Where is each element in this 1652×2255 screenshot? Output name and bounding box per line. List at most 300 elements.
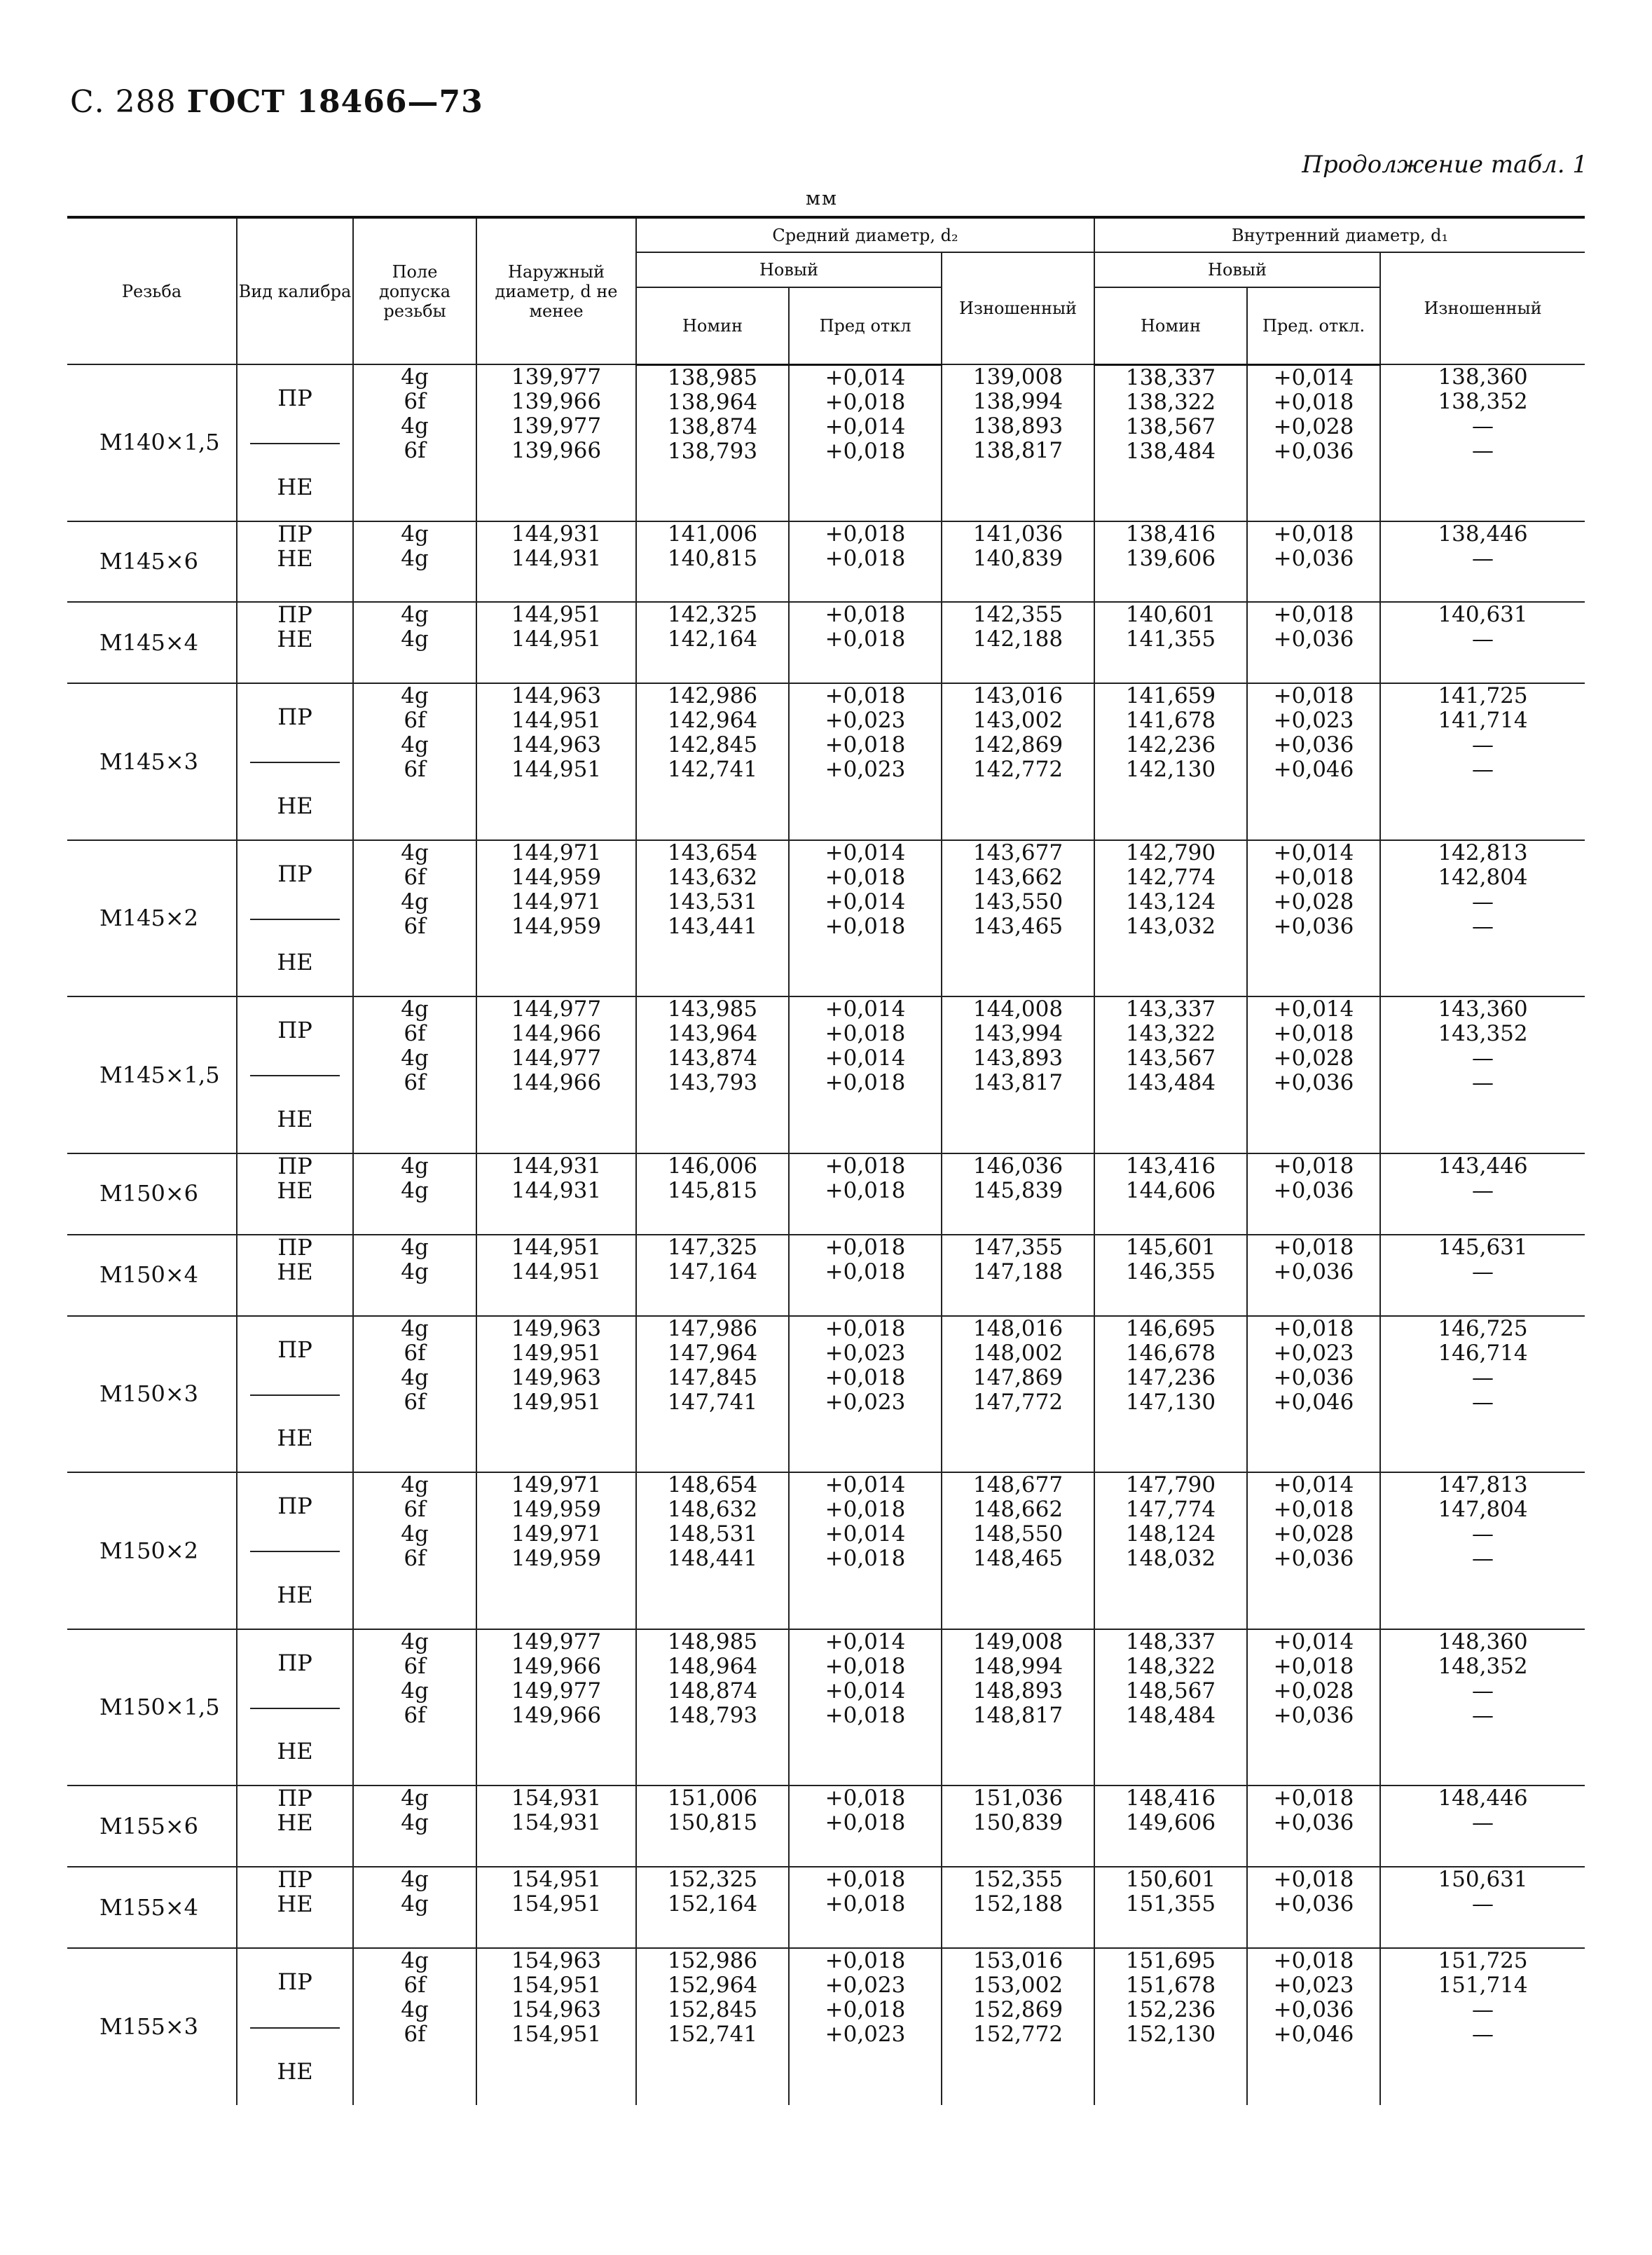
tolerance-cell	[353, 683, 476, 840]
pitch-deviation-value: +0,023	[825, 1389, 906, 1415]
minor-deviation-value: +0,036	[1273, 1178, 1354, 1203]
gauge-type-cell	[237, 1472, 353, 1629]
gauge-go: ПР	[277, 1017, 312, 1044]
tolerance-value: 4g	[401, 1678, 429, 1704]
minor-nominal-value: 151,678	[1125, 1973, 1216, 1999]
gauge-nogo: НЕ	[277, 473, 313, 500]
pitch-deviation-cell	[789, 1235, 942, 1316]
tolerance-value: 4g	[401, 1629, 429, 1654]
header-pitch-nominal: Номин	[636, 287, 789, 364]
gauge-nogo: НЕ	[277, 1581, 313, 1608]
tolerance-value: 6f	[404, 438, 426, 463]
pitch-deviation-cell	[789, 1786, 942, 1867]
table-row	[67, 521, 1585, 603]
tolerance-value: 4g	[401, 626, 429, 652]
minor-deviation-cell	[1247, 996, 1380, 1153]
tolerance-value: 6f	[404, 1021, 426, 1047]
table-header	[67, 217, 1585, 364]
minor-deviation-value: +0,046	[1273, 1389, 1354, 1415]
minor-nominal-cell	[1094, 364, 1247, 521]
pitch-worn-cell	[942, 1316, 1094, 1473]
thread-cell: М145×3	[67, 683, 237, 840]
pitch-nominal-value: 143,632	[667, 864, 758, 890]
pitch-worn-value: 148,817	[972, 1702, 1064, 1728]
minor-nominal-value: 150,601	[1125, 1867, 1216, 1893]
pitch-nominal-value: 152,986	[667, 1948, 758, 1974]
table-row	[67, 1867, 1585, 1948]
outer-diameter-value: 149,971	[511, 1521, 602, 1547]
pitch-deviation-value: +0,018	[825, 1948, 906, 1974]
gauge-go: ПР	[277, 385, 312, 411]
pitch-deviation-value: +0,014	[825, 364, 906, 390]
minor-deviation-value: +0,046	[1273, 2022, 1354, 2048]
pitch-deviation-value: +0,018	[825, 1786, 906, 1811]
thread-cell: М150×1,5	[67, 1629, 237, 1786]
tolerance-value: 4g	[401, 413, 429, 439]
pitch-nominal-value: 148,793	[667, 1702, 758, 1728]
tolerance-value: 4g	[401, 1234, 429, 1260]
pitch-nominal-value: 143,654	[667, 839, 758, 865]
pitch-worn-cell	[942, 996, 1094, 1153]
minor-nominal-value: 147,790	[1125, 1472, 1216, 1498]
outer-diameter-value: 144,959	[511, 864, 602, 890]
minor-nominal-value: 138,567	[1125, 413, 1216, 439]
tolerance-cell	[353, 840, 476, 997]
tolerance-value: 4g	[401, 1178, 429, 1203]
tolerance-value: 6f	[404, 757, 426, 783]
pitch-worn-cell	[942, 521, 1094, 603]
tolerance-cell	[353, 1948, 476, 2105]
gauge-nogo: НЕ	[277, 626, 313, 653]
outer-diameter-cell	[476, 521, 636, 603]
pitch-worn-cell	[942, 1472, 1094, 1629]
minor-deviation-value: +0,036	[1273, 1070, 1354, 1096]
tolerance-value: 4g	[401, 1521, 429, 1547]
minor-worn-value: 146,714	[1438, 1340, 1528, 1366]
minor-deviation-cell	[1247, 1867, 1380, 1948]
outer-diameter-value: 139,966	[511, 438, 602, 463]
pitch-deviation-value: +0,018	[825, 1021, 906, 1047]
minor-deviation-value: +0,018	[1273, 1315, 1354, 1341]
tolerance-value: 4g	[401, 1046, 429, 1071]
minor-nominal-value: 143,337	[1125, 996, 1216, 1022]
minor-deviation-cell	[1247, 683, 1380, 840]
pitch-deviation-value: +0,018	[825, 602, 906, 628]
minor-nominal-value: 148,567	[1125, 1678, 1216, 1704]
minor-deviation-value: +0,014	[1273, 364, 1354, 390]
outer-diameter-value: 144,971	[511, 839, 602, 865]
outer-diameter-cell	[476, 364, 636, 521]
minor-worn-value: 147,804	[1438, 1497, 1528, 1523]
pitch-nominal-value: 152,325	[667, 1867, 758, 1893]
gauge-type-cell	[237, 1153, 353, 1235]
pitch-worn-value: 143,817	[972, 1070, 1064, 1096]
table-row	[67, 1629, 1585, 1786]
outer-diameter-value: 144,931	[511, 1153, 602, 1179]
minor-nominal-value: 143,322	[1125, 1021, 1216, 1047]
minor-nominal-value: 147,130	[1125, 1389, 1216, 1415]
outer-diameter-value: 144,959	[511, 913, 602, 939]
pitch-worn-value: 148,662	[972, 1497, 1064, 1523]
minor-deviation-value: +0,014	[1273, 1472, 1354, 1498]
tolerance-value: 6f	[404, 1497, 426, 1523]
table-row	[67, 840, 1585, 997]
minor-worn-value: —	[1472, 1178, 1494, 1203]
minor-deviation-cell	[1247, 840, 1380, 997]
table-row	[67, 996, 1585, 1153]
gauge-type-cell	[237, 1235, 353, 1316]
minor-deviation-value: +0,018	[1273, 864, 1354, 890]
outer-diameter-cell	[476, 840, 636, 997]
minor-deviation-value: +0,036	[1273, 732, 1354, 758]
outer-diameter-value: 149,963	[511, 1315, 602, 1341]
minor-worn-value: 141,725	[1438, 683, 1528, 709]
tolerance-value: 4g	[401, 1153, 429, 1179]
pitch-deviation-value: +0,018	[825, 626, 906, 652]
minor-deviation-cell	[1247, 1786, 1380, 1867]
minor-worn-value: —	[1472, 1521, 1494, 1547]
minor-deviation-value: +0,036	[1273, 913, 1354, 939]
gauge-nogo: НЕ	[277, 792, 313, 819]
gauge-nogo: НЕ	[277, 1258, 313, 1285]
thread-cell: М155×4	[67, 1867, 237, 1948]
minor-deviation-value: +0,018	[1273, 602, 1354, 628]
tolerance-value: 4g	[401, 545, 429, 571]
minor-worn-value: —	[1472, 626, 1494, 652]
minor-nominal-value: 144,606	[1125, 1178, 1216, 1203]
minor-nominal-cell	[1094, 1472, 1247, 1629]
minor-deviation-value: +0,036	[1273, 438, 1354, 464]
gauge-go: ПР	[277, 1336, 312, 1363]
pitch-nominal-value: 152,964	[667, 1973, 758, 1999]
minor-worn-value: 143,360	[1438, 996, 1528, 1022]
thread-cell: М150×4	[67, 1235, 237, 1316]
tolerance-value: 6f	[404, 1973, 426, 1999]
tolerance-value: 4g	[401, 1472, 429, 1498]
pitch-worn-value: 143,994	[972, 1021, 1064, 1047]
minor-deviation-value: +0,036	[1273, 1810, 1354, 1836]
gauge-type-cell	[237, 1867, 353, 1948]
pitch-worn-value: 140,839	[972, 545, 1064, 571]
minor-nominal-cell	[1094, 996, 1247, 1153]
pitch-deviation-cell	[789, 840, 942, 997]
header-pitch-new: Новый	[636, 252, 942, 287]
pitch-deviation-cell	[789, 1316, 942, 1473]
header-thread: Резьба	[67, 217, 237, 364]
pitch-nominal-cell	[636, 840, 789, 997]
header-minor-nominal: Номин	[1094, 287, 1247, 364]
minor-deviation-value: +0,014	[1273, 839, 1354, 865]
tolerance-cell	[353, 1629, 476, 1786]
minor-worn-cell	[1380, 364, 1585, 521]
outer-diameter-value: 144,951	[511, 757, 602, 783]
minor-deviation-cell	[1247, 1316, 1380, 1473]
tolerance-value: 6f	[404, 1340, 426, 1366]
minor-worn-value: —	[1472, 757, 1494, 783]
thread-cell: М150×2	[67, 1472, 237, 1629]
pitch-deviation-value: +0,018	[825, 1653, 906, 1679]
pitch-deviation-cell	[789, 683, 942, 840]
outer-diameter-value: 149,966	[511, 1653, 602, 1679]
pitch-nominal-cell	[636, 683, 789, 840]
pitch-nominal-value: 148,874	[667, 1678, 758, 1704]
pitch-deviation-value: +0,018	[825, 1315, 906, 1341]
minor-nominal-value: 138,322	[1125, 389, 1216, 415]
minor-worn-value: 143,446	[1438, 1153, 1528, 1179]
minor-worn-cell	[1380, 1472, 1585, 1629]
pitch-nominal-value: 147,164	[667, 1259, 758, 1284]
pitch-worn-value: 142,188	[972, 626, 1064, 652]
pitch-deviation-value: +0,023	[825, 708, 906, 734]
pitch-nominal-value: 151,006	[667, 1786, 758, 1811]
minor-worn-value: 142,813	[1438, 839, 1528, 865]
minor-deviation-cell	[1247, 521, 1380, 603]
pitch-nominal-cell	[636, 364, 789, 521]
pitch-worn-value: 143,002	[972, 708, 1064, 734]
minor-worn-value: —	[1472, 1364, 1494, 1390]
table-row	[67, 1316, 1585, 1473]
gauge-nogo: НЕ	[277, 1425, 313, 1452]
minor-deviation-value: +0,018	[1273, 683, 1354, 709]
tolerance-cell	[353, 521, 476, 603]
minor-nominal-cell	[1094, 1316, 1247, 1473]
pitch-worn-value: 144,008	[972, 996, 1064, 1022]
minor-nominal-value: 148,322	[1125, 1653, 1216, 1679]
outer-diameter-value: 144,963	[511, 683, 602, 709]
minor-worn-value: 140,631	[1438, 602, 1528, 628]
minor-worn-cell	[1380, 840, 1585, 997]
gauge-nogo: НЕ	[277, 544, 313, 572]
pitch-deviation-value: +0,018	[825, 1891, 906, 1917]
gauge-divider	[250, 1075, 340, 1076]
gauge-nogo: НЕ	[277, 1809, 313, 1837]
minor-worn-value: 138,446	[1438, 521, 1528, 547]
pitch-deviation-value: +0,018	[825, 683, 906, 709]
minor-deviation-value: +0,028	[1273, 1678, 1354, 1704]
tolerance-cell	[353, 1316, 476, 1473]
outer-diameter-cell	[476, 602, 636, 683]
minor-deviation-value: +0,018	[1273, 1948, 1354, 1974]
pitch-nominal-cell	[636, 996, 789, 1153]
minor-worn-value: —	[1472, 1389, 1494, 1415]
minor-worn-cell	[1380, 521, 1585, 603]
pitch-worn-value: 138,893	[972, 413, 1064, 439]
pitch-deviation-value: +0,018	[825, 1497, 906, 1523]
pitch-worn-value: 152,188	[972, 1891, 1064, 1917]
minor-deviation-value: +0,028	[1273, 1521, 1354, 1547]
pitch-deviation-value: +0,014	[825, 1629, 906, 1654]
pitch-worn-value: 143,550	[972, 889, 1064, 914]
pitch-nominal-cell	[636, 1153, 789, 1235]
pitch-deviation-cell	[789, 1867, 942, 1948]
outer-diameter-value: 144,977	[511, 996, 602, 1022]
minor-nominal-value: 151,695	[1125, 1948, 1216, 1974]
minor-nominal-value: 146,695	[1125, 1315, 1216, 1341]
pitch-nominal-cell	[636, 1472, 789, 1629]
pitch-deviation-value: +0,018	[825, 545, 906, 571]
gauge-divider	[250, 762, 340, 763]
tolerance-value: 4g	[401, 839, 429, 865]
pitch-nominal-value: 152,164	[667, 1891, 758, 1917]
minor-worn-value: —	[1472, 889, 1494, 914]
pitch-deviation-value: +0,018	[825, 1234, 906, 1260]
outer-diameter-value: 144,931	[511, 1178, 602, 1203]
pitch-worn-value: 143,465	[972, 913, 1064, 939]
pitch-nominal-value: 138,874	[667, 413, 758, 439]
tolerance-cell	[353, 996, 476, 1153]
gauge-divider	[250, 1551, 340, 1552]
outer-diameter-value: 154,963	[511, 1948, 602, 1974]
pitch-nominal-value: 140,815	[667, 545, 758, 571]
pitch-nominal-value: 142,986	[667, 683, 758, 709]
pitch-deviation-value: +0,023	[825, 757, 906, 783]
pitch-deviation-value: +0,018	[825, 1997, 906, 2023]
pitch-deviation-cell	[789, 364, 942, 521]
tolerance-value: 6f	[404, 864, 426, 890]
pitch-worn-value: 142,869	[972, 732, 1064, 758]
pitch-worn-value: 147,355	[972, 1234, 1064, 1260]
pitch-nominal-value: 147,741	[667, 1389, 758, 1415]
minor-nominal-value: 138,484	[1125, 438, 1216, 464]
outer-diameter-value: 154,931	[511, 1810, 602, 1836]
gauge-go: ПР	[277, 520, 312, 547]
minor-worn-value: —	[1472, 1678, 1494, 1704]
tolerance-value: 4g	[401, 1810, 429, 1836]
minor-worn-value: 151,714	[1438, 1973, 1528, 1999]
pitch-worn-value: 143,893	[972, 1046, 1064, 1071]
tolerance-value: 6f	[404, 1070, 426, 1096]
pitch-deviation-value: +0,014	[825, 1472, 906, 1498]
minor-worn-value: 138,352	[1438, 389, 1528, 414]
pitch-worn-value: 149,008	[972, 1629, 1064, 1654]
header-gauge-type: Вид калибра	[237, 217, 353, 364]
minor-worn-value: —	[1472, 438, 1494, 463]
pitch-nominal-value: 143,793	[667, 1070, 758, 1096]
outer-diameter-value: 149,951	[511, 1340, 602, 1366]
minor-deviation-value: +0,018	[1273, 1234, 1354, 1260]
header-tolerance-field: Поле допуска резьбы	[353, 217, 476, 364]
minor-worn-value: 148,352	[1438, 1653, 1528, 1679]
pitch-deviation-value: +0,018	[825, 389, 906, 415]
gauge-type-cell	[237, 840, 353, 997]
outer-diameter-value: 149,963	[511, 1364, 602, 1390]
minor-deviation-value: +0,028	[1273, 413, 1354, 439]
minor-deviation-cell	[1247, 602, 1380, 683]
outer-diameter-value: 154,963	[511, 1997, 602, 2023]
minor-worn-value: 146,725	[1438, 1315, 1528, 1341]
pitch-worn-value: 143,662	[972, 864, 1064, 890]
pitch-worn-value: 150,839	[972, 1810, 1064, 1836]
header-pitch-diameter: Средний диаметр, d₂	[636, 217, 1094, 252]
tolerance-value: 4g	[401, 1315, 429, 1341]
outer-diameter-value: 144,931	[511, 521, 602, 547]
tolerance-value: 4g	[401, 1364, 429, 1390]
minor-deviation-cell	[1247, 1235, 1380, 1316]
minor-worn-value: —	[1472, 413, 1494, 439]
minor-deviation-value: +0,036	[1273, 1891, 1354, 1917]
minor-nominal-cell	[1094, 521, 1247, 603]
pitch-worn-value: 139,008	[972, 364, 1064, 390]
minor-worn-cell	[1380, 1629, 1585, 1786]
minor-deviation-value: +0,018	[1273, 1497, 1354, 1523]
outer-diameter-value: 154,951	[511, 2022, 602, 2048]
tolerance-cell	[353, 1867, 476, 1948]
gauge-go: ПР	[277, 601, 312, 629]
gauge-go: ПР	[277, 1968, 312, 1996]
tolerance-value: 4g	[401, 1786, 429, 1811]
gauge-go: ПР	[277, 1233, 312, 1261]
pitch-worn-value: 153,016	[972, 1948, 1064, 1974]
minor-worn-value: 143,352	[1438, 1021, 1528, 1047]
tolerance-value: 4g	[401, 1997, 429, 2023]
minor-nominal-value: 143,567	[1125, 1046, 1216, 1071]
minor-deviation-value: +0,028	[1273, 1046, 1354, 1071]
pitch-deviation-value: +0,018	[825, 1810, 906, 1836]
minor-deviation-value: +0,036	[1273, 545, 1354, 571]
gauge-divider	[250, 919, 340, 920]
outer-diameter-value: 144,951	[511, 1259, 602, 1284]
pitch-nominal-value: 143,964	[667, 1021, 758, 1047]
outer-diameter-value: 149,977	[511, 1678, 602, 1704]
pitch-worn-value: 138,817	[972, 438, 1064, 463]
header-minor-diameter: Внутренний диаметр, d₁	[1094, 217, 1585, 252]
pitch-worn-value: 143,677	[972, 839, 1064, 865]
pitch-nominal-value: 147,845	[667, 1364, 758, 1390]
minor-worn-value: 141,714	[1438, 708, 1528, 734]
gauge-type-cell	[237, 1786, 353, 1867]
pitch-worn-value: 147,869	[972, 1364, 1064, 1390]
pitch-worn-cell	[942, 364, 1094, 521]
pitch-worn-value: 152,355	[972, 1867, 1064, 1893]
pitch-nominal-value: 152,845	[667, 1997, 758, 2023]
minor-deviation-value: +0,036	[1273, 1364, 1354, 1390]
pitch-worn-value: 148,677	[972, 1472, 1064, 1498]
tolerance-cell	[353, 364, 476, 521]
pitch-nominal-cell	[636, 1948, 789, 2105]
minor-nominal-value: 143,484	[1125, 1070, 1216, 1096]
header-pitch-worn: Изношенный	[942, 252, 1094, 364]
gauge-go: ПР	[277, 1493, 312, 1520]
outer-diameter-value: 144,931	[511, 545, 602, 571]
minor-nominal-value: 146,355	[1125, 1259, 1216, 1284]
pitch-deviation-value: +0,018	[825, 438, 906, 464]
tolerance-value: 4g	[401, 889, 429, 914]
pitch-deviation-value: +0,018	[825, 1867, 906, 1893]
gauge-divider	[250, 1708, 340, 1709]
minor-worn-cell	[1380, 1786, 1585, 1867]
minor-worn-value: 142,804	[1438, 864, 1528, 890]
minor-worn-value: 150,631	[1438, 1867, 1528, 1893]
pitch-worn-cell	[942, 1786, 1094, 1867]
thread-cell: М145×2	[67, 840, 237, 997]
minor-deviation-value: +0,018	[1273, 389, 1354, 415]
outer-diameter-value: 144,963	[511, 732, 602, 758]
minor-nominal-value: 142,774	[1125, 864, 1216, 890]
outer-diameter-value: 139,977	[511, 413, 602, 439]
table-row	[67, 364, 1585, 521]
gauge-type-cell	[237, 602, 353, 683]
minor-nominal-cell	[1094, 1948, 1247, 2105]
minor-nominal-cell	[1094, 1235, 1247, 1316]
pitch-deviation-value: +0,018	[825, 864, 906, 890]
pitch-nominal-value: 138,985	[667, 364, 758, 390]
tolerance-cell	[353, 1472, 476, 1629]
outer-diameter-cell	[476, 1786, 636, 1867]
minor-nominal-value: 141,355	[1125, 626, 1216, 652]
pitch-deviation-value: +0,018	[825, 521, 906, 547]
thread-cell: М155×6	[67, 1786, 237, 1867]
minor-nominal-value: 147,774	[1125, 1497, 1216, 1523]
